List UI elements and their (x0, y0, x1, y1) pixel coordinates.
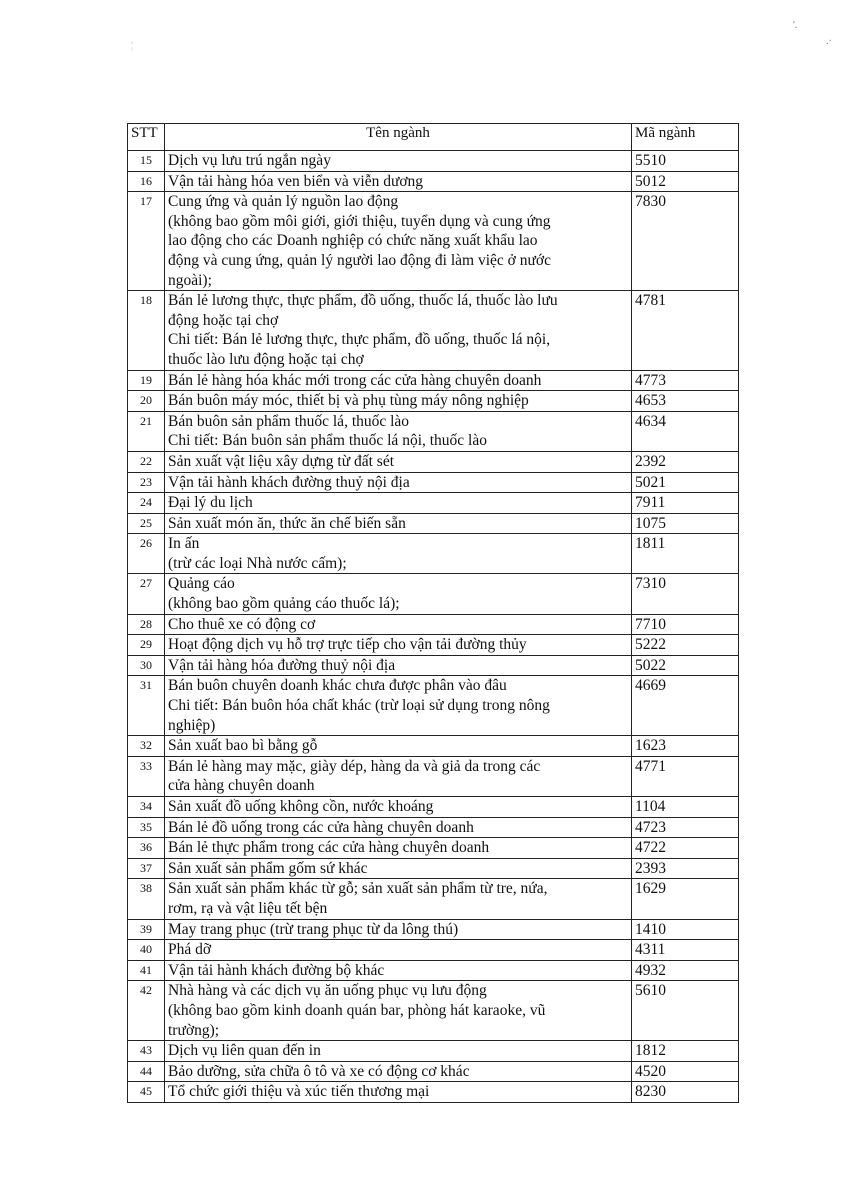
row-stt: 40 (128, 940, 165, 961)
row-name-line: Chi tiết: Bán lẻ lương thực, thực phẩm, đồ uống, thuốc lá nội, (168, 331, 551, 349)
row-code: 4773 (632, 370, 739, 391)
table-header-row (128, 124, 739, 151)
row-name-line: Sản xuất sản phẩm gốm sứ khác (168, 859, 368, 877)
table-row (128, 940, 739, 961)
scan-speck: .· (826, 36, 832, 47)
row-name-line: Đại lý du lịch (168, 494, 253, 512)
table-row (128, 858, 739, 879)
table-row (128, 635, 739, 656)
row-name-line: cửa hàng chuyên doanh (168, 777, 315, 795)
row-name-line: Bán lẻ hàng may mặc, giày dép, hàng da và giả da trong các (168, 757, 541, 775)
row-name (165, 151, 632, 172)
row-code: 7710 (632, 614, 739, 635)
row-name-line: Cho thuê xe có động cơ (168, 615, 316, 633)
row-name (165, 756, 632, 796)
row-code: 1811 (632, 534, 739, 574)
row-stt: 37 (128, 858, 165, 879)
row-code: 2392 (632, 451, 739, 472)
row-name (165, 1041, 632, 1062)
row-name (165, 676, 632, 736)
row-name (165, 797, 632, 818)
row-stt: 39 (128, 919, 165, 940)
row-name-line: Sản xuất bao bì bằng gỗ (168, 737, 318, 755)
row-name-line: Vận tải hàng hóa ven biển và viễn dương (168, 172, 424, 190)
row-name-line: Vận tải hành khách đường thuỷ nội địa (168, 473, 410, 491)
row-name-line: Phá dỡ (168, 941, 212, 959)
business-lines-table (127, 123, 739, 1103)
row-stt: 44 (128, 1061, 165, 1082)
row-name-line: Bán lẻ đồ uống trong các cửa hàng chuyên doanh (168, 818, 474, 836)
table-row (128, 534, 739, 574)
row-code: 5510 (632, 151, 739, 172)
scan-speck: ¦ (131, 40, 134, 51)
row-name (165, 472, 632, 493)
row-code: 1410 (632, 919, 739, 940)
row-code: 4771 (632, 756, 739, 796)
row-stt: 38 (128, 879, 165, 919)
row-stt: 16 (128, 171, 165, 192)
table-row (128, 1041, 739, 1062)
table-row (128, 493, 739, 514)
row-name-line: Sản xuất sản phẩm khác từ gỗ; sản xuất sản phẩm từ tre, nứa, (168, 880, 548, 898)
row-name (165, 981, 632, 1041)
table-row (128, 736, 739, 757)
row-stt: 42 (128, 981, 165, 1041)
header-stt: STT (128, 124, 165, 151)
row-code: 5222 (632, 635, 739, 656)
row-name-line: Bán buôn máy móc, thiết bị và phụ tùng máy nông nghiệp (168, 392, 529, 410)
row-name-line: Chi tiết: Bán buôn hóa chất khác (trừ loại sử dụng trong nông (168, 697, 550, 715)
table-row (128, 291, 739, 370)
row-code: 1075 (632, 513, 739, 534)
table-row (128, 574, 739, 614)
table-body (128, 151, 739, 1103)
table-row (128, 411, 739, 451)
row-name-line: thuốc lào lưu động hoặc tại chợ (168, 350, 364, 368)
table-row (128, 192, 739, 291)
row-name-line: Vận tải hàng hóa đường thuỷ nội địa (168, 656, 396, 674)
table-row (128, 391, 739, 412)
row-code: 4723 (632, 817, 739, 838)
table-row (128, 960, 739, 981)
row-code: 1623 (632, 736, 739, 757)
row-code: 1812 (632, 1041, 739, 1062)
row-name (165, 838, 632, 859)
row-name-line: Bảo dưỡng, sửa chữa ô tô và xe có động cơ khác (168, 1062, 470, 1080)
row-name (165, 411, 632, 451)
row-name-line: Hoạt động dịch vụ hỗ trợ trực tiếp cho vận tải đường thủy (168, 636, 527, 654)
header-name: Tên ngành (165, 124, 632, 151)
row-code: 8230 (632, 1082, 739, 1103)
row-stt: 22 (128, 451, 165, 472)
row-name-line: Cung ứng và quản lý nguồn lao động (168, 193, 399, 211)
row-code: 4520 (632, 1061, 739, 1082)
row-name-line: Dịch vụ liên quan đến in (168, 1042, 321, 1060)
row-name-line: Sản xuất đồ uống không cồn, nước khoáng (168, 798, 434, 815)
row-stt: 33 (128, 756, 165, 796)
row-name-line: Chi tiết: Bán buôn sản phẩm thuốc lá nội, thuốc lào (168, 432, 487, 450)
row-stt: 18 (128, 291, 165, 370)
row-stt: 35 (128, 817, 165, 838)
row-code: 4932 (632, 960, 739, 981)
row-name-line: Nhà hàng và các dịch vụ ăn uống phục vụ lưu động (168, 982, 487, 1000)
row-code: 5012 (632, 171, 739, 192)
row-code: 4653 (632, 391, 739, 412)
row-name-line: (không bao gồm kinh doanh quán bar, phòng hát karaoke, vũ (168, 1001, 546, 1019)
table-row (128, 797, 739, 818)
row-name-line: Vận tải hành khách đường bộ khác (168, 961, 385, 979)
row-stt: 28 (128, 614, 165, 635)
row-code: 4669 (632, 676, 739, 736)
row-code: 5022 (632, 655, 739, 676)
row-name-line: động và cung ứng, quản lý người lao động đi làm việc ở nước (168, 251, 551, 269)
row-stt: 30 (128, 655, 165, 676)
row-code: 7830 (632, 192, 739, 291)
row-name-line: trường); (168, 1021, 220, 1039)
row-name-line: nghiệp) (168, 716, 216, 734)
table-row (128, 817, 739, 838)
table-row (128, 919, 739, 940)
row-name-line: (không bao gồm quảng cáo thuốc lá); (168, 595, 400, 613)
table-row (128, 676, 739, 736)
scan-speck: '. (793, 20, 798, 31)
table-row (128, 756, 739, 796)
table-row (128, 451, 739, 472)
row-stt: 26 (128, 534, 165, 574)
table-row (128, 151, 739, 172)
row-name (165, 1082, 632, 1103)
row-name (165, 192, 632, 291)
table-row (128, 1061, 739, 1082)
row-name-line: Bán buôn chuyên doanh khác chưa được phân vào đâu (168, 677, 507, 695)
row-name (165, 736, 632, 757)
row-name (165, 940, 632, 961)
row-stt: 15 (128, 151, 165, 172)
row-name (165, 817, 632, 838)
row-code: 4781 (632, 291, 739, 370)
row-code: 5610 (632, 981, 739, 1041)
row-code: 2393 (632, 858, 739, 879)
row-name (165, 1061, 632, 1082)
row-name-line: Quảng cáo (168, 575, 235, 593)
row-name-line: Sản xuất vật liệu xây dựng từ đất sét (168, 452, 395, 470)
row-name (165, 391, 632, 412)
row-stt: 20 (128, 391, 165, 412)
table-row (128, 171, 739, 192)
row-name-line: Bán lẻ thực phẩm trong các cửa hàng chuyên doanh (168, 839, 490, 857)
row-name (165, 451, 632, 472)
row-name (165, 493, 632, 514)
table-row (128, 513, 739, 534)
row-name (165, 635, 632, 656)
row-name (165, 655, 632, 676)
row-name-line: Bán buôn sản phẩm thuốc lá, thuốc lào (168, 412, 410, 430)
row-code: 7911 (632, 493, 739, 514)
row-stt: 45 (128, 1082, 165, 1103)
row-name (165, 513, 632, 534)
row-name (165, 291, 632, 370)
row-name (165, 171, 632, 192)
row-name (165, 960, 632, 981)
row-name-line: động hoặc tại chợ (168, 311, 279, 329)
row-name-line: lao động cho các Doanh nghiệp có chức năng xuất khẩu lao (168, 232, 538, 250)
row-name-line: In ấn (168, 535, 200, 553)
row-stt: 23 (128, 472, 165, 493)
row-stt: 36 (128, 838, 165, 859)
row-name (165, 534, 632, 574)
row-name (165, 614, 632, 635)
row-stt: 17 (128, 192, 165, 291)
row-code: 4722 (632, 838, 739, 859)
row-name-line: rơm, rạ và vật liệu tết bện (168, 899, 328, 917)
row-stt: 43 (128, 1041, 165, 1062)
row-code: 4311 (632, 940, 739, 961)
row-name-line: Bán lẻ hàng hóa khác mới trong các cửa hàng chuyên doanh (168, 371, 542, 389)
table-row (128, 879, 739, 919)
row-name-line: Tổ chức giới thiệu và xúc tiến thương mại (168, 1083, 430, 1101)
row-name-line: Sản xuất món ăn, thức ăn chế biến sẵn (168, 514, 406, 532)
table-row (128, 981, 739, 1041)
table-row (128, 472, 739, 493)
row-name-line: May trang phục (trừ trang phục từ da lông thú) (168, 920, 459, 938)
row-stt: 24 (128, 493, 165, 514)
row-name (165, 574, 632, 614)
table-row (128, 838, 739, 859)
row-stt: 21 (128, 411, 165, 451)
row-stt: 25 (128, 513, 165, 534)
table-row (128, 655, 739, 676)
row-name-line: ngoài); (168, 271, 212, 289)
row-name (165, 370, 632, 391)
row-stt: 41 (128, 960, 165, 981)
table-row (128, 370, 739, 391)
table-row (128, 1082, 739, 1103)
row-stt: 34 (128, 797, 165, 818)
row-name-line: Dịch vụ lưu trú ngắn ngày (168, 152, 331, 169)
row-code: 5021 (632, 472, 739, 493)
row-code: 1629 (632, 879, 739, 919)
row-stt: 27 (128, 574, 165, 614)
row-code: 4634 (632, 411, 739, 451)
row-name-line: (không bao gồm môi giới, giới thiệu, tuyển dụng và cung ứng (168, 212, 551, 230)
row-code: 1104 (632, 797, 739, 818)
row-stt: 29 (128, 635, 165, 656)
row-stt: 31 (128, 676, 165, 736)
row-code: 7310 (632, 574, 739, 614)
row-name-line: Bán lẻ lương thực, thực phẩm, đồ uống, thuốc lá, thuốc lào lưu (168, 292, 558, 310)
row-name-line: (trừ các loại Nhà nước cấm); (168, 554, 347, 572)
row-name (165, 879, 632, 919)
row-stt: 19 (128, 370, 165, 391)
row-name (165, 919, 632, 940)
table-row (128, 614, 739, 635)
header-code: Mã ngành (632, 124, 739, 151)
row-stt: 32 (128, 736, 165, 757)
row-name (165, 858, 632, 879)
